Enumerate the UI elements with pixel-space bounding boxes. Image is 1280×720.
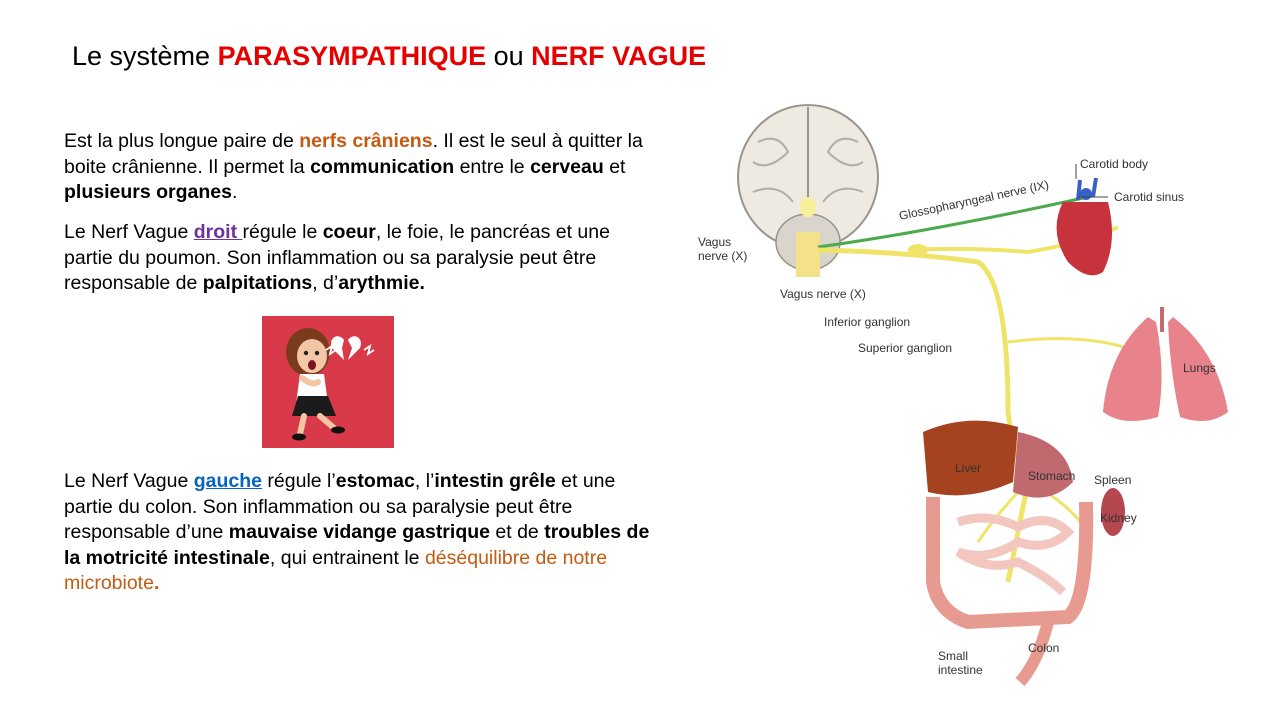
label-small-intestine-1: Small (938, 649, 969, 663)
vagus-nerve-anatomy-diagram (668, 82, 1258, 692)
link-gauche[interactable]: gauche (193, 470, 263, 492)
label-liver: Liver (955, 461, 982, 475)
link-droit[interactable]: droit (193, 221, 243, 243)
heart (1057, 178, 1112, 275)
paragraph-intro: Est la plus longue paire de nerfs crâniens. Il est le seul à quitter la boite crânienne. Il permet la communication entre le cerveau et plusieurs organes. (64, 130, 643, 203)
label-colon: Colon (1028, 641, 1060, 655)
paragraph-right-vagus: Le Nerf Vague droit régule le coeur, le foie, le pancréas et une partie du poumon. Son inflammation ou sa paralysie peut être responsable de palpitations, d’arythmie. (64, 221, 610, 294)
label-carotid-sinus: Carotid sinus (1114, 190, 1185, 204)
label-small-intestine-2: intestine (938, 663, 983, 677)
label-carotid-body: Carotid body (1080, 157, 1149, 171)
label-stomach: Stomach (1028, 469, 1076, 483)
slide-title: Le système PARASYMPATHIQUE ou NERF VAGUE (72, 41, 707, 71)
label-inferior-ganglion: Inferior ganglion (824, 315, 911, 329)
heartbreak-woman-illustration (262, 316, 394, 448)
label-lungs: Lungs (1183, 361, 1216, 375)
label-vagus-left-2: nerve (X) (698, 249, 748, 263)
label-kidney: Kidney (1100, 511, 1137, 525)
paragraph-left-vagus: Le Nerf Vague gauche régule l’estomac, l’intestin grêle et une partie du colon. Son inflammation ou sa paralysie peut être responsable d’une mauvaise vidange gastrique et de troubles de la motricité intestinale, qui entrainent le déséquilibre de notre microbiote. (64, 470, 650, 594)
label-vagus-bottom: Vagus nerve (X) (780, 287, 866, 301)
label-spleen: Spleen (1094, 473, 1132, 487)
label-superior-ganglion: Superior ganglion (858, 341, 953, 355)
label-glossopharyngeal: Glossopharyngeal nerve (IX) (897, 177, 1051, 223)
label-vagus-left-1: Vagus (698, 235, 732, 249)
